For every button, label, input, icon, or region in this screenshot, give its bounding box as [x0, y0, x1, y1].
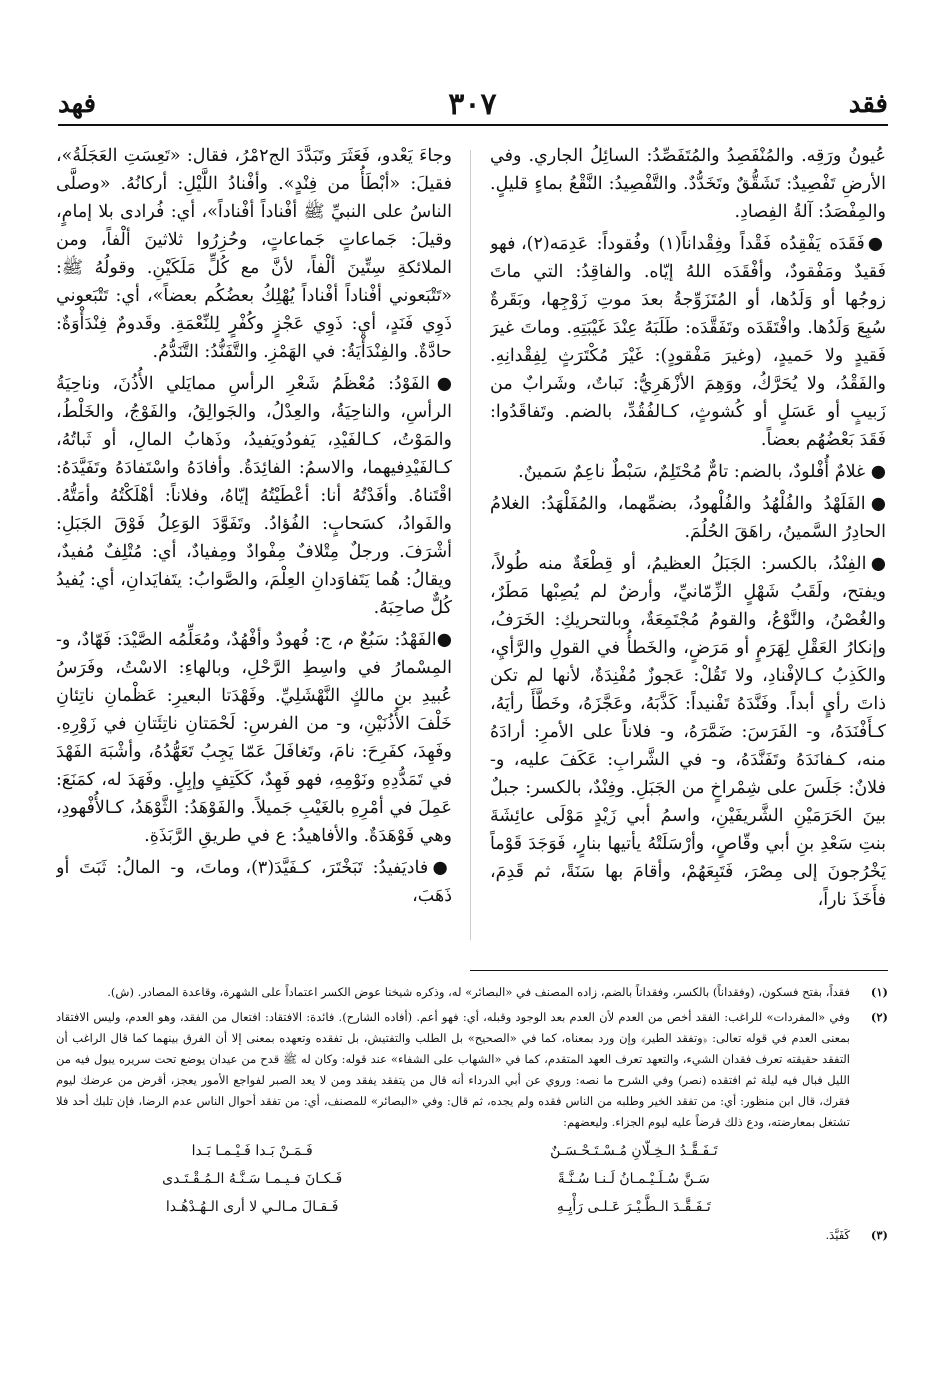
footnote-text: وفي «المفردات» للراغب: الفقد أخص من العدم لأن العدم بعد الوجود وقبله، أي: فهو أعم. (أفاده الشارح). فائدة: الافتقاد: افتعال من الفقد، وهو العدم، وليس الافتقاد بمعنى العدم في قوله تعالى: ﴿وتفقد الطير﴾ وإن ورد بمعناه، كما في «الصحيح» بل الطلب والتفتيش، بل تفقده وتعهده بمعنى إلا أن الفرق بينهما كما قال الراغب أن التفقد حقيقته تعرف فقدان الشيء، والتعهد تعرف العهد المتقدم، كما في «الشهاب على الشفاء» عند قوله: وكان له ﷺ قدح من عيدان يوضع تحت سريره يبول فيه من الليل فبال فيه ليلة ثم افتقده (نصر) وفي الشرح ما نصه: وروي عن أبي الدرداء أنه قال من يتفقد يفقد ومن لا يعد الصبر لفواجع الأمور يعجز، أقرض من عرضك ليوم فقرك، قال ابن منظور: أي: من تفقد الخير وطلبه من الناس فقده ولم يجده، ثم قال: وفي «البصائر» للمصنف، أي: من تفقد أحوال الناس عدم الرضا، فإن تلبك أحد فلا تشتغل بمعارضته، ودع ذلك قرضاً عليه ليوم الجزاء. وليعضهم: — [56, 1010, 850, 1129]
entry-falhad: ●الفَلَهْدُ والفُلْهُدُ والفُلْهودُ، بضمِّهما، والمُفَلْهَدُ: الغلامُ الحادِرُ السَّمينُ، راهَقَ الحُلُمَ. — [490, 494, 886, 542]
verse-second-half: فَـمَـنْ بَـدا فَـيْـمـا بَـدا — [191, 1143, 313, 1159]
verse-line — [96, 1193, 790, 1221]
page-number: ٣٠٧ — [448, 86, 497, 122]
running-head-left: فهد — [58, 89, 97, 119]
footnote-number: (٣) — [870, 1228, 888, 1242]
entry-fayd: ●فاديَفيدُ: تَبَخْتَرَ، كـفَيَّدَ(٣)، وماتَ، و- المالُ: ثَبَتَ أو ذَهَبَ، — [56, 858, 452, 906]
verse-first-half: تَـفَـقَّـدُ الـخِـلّانِ مُـسْـتَـحْـسَـنٌ — [550, 1143, 718, 1159]
right-column — [490, 142, 886, 954]
verse-line — [96, 1137, 790, 1165]
entry-aflud: ● غلامٌ أُفْلودٌ، بالضم: تامٌّ مُحْتَلِمٌ، سَبْطٌ ناعِمٌ سَمينٌ. — [518, 462, 886, 482]
verse-first-half: سَـنَّ سُـلَـيْـمـانُ لَـنـا سُـنَّـةً — [557, 1171, 710, 1187]
footnote-text: فقداً، بفتح فسكون، (وفقداناً) بالكسر، وفقداناً بالضم، زاده المصنف في «البصائر» له، وذكره شيخنا عوض الكسر اعتماداً على الشهرة، وقاعدة المصادر. (ش). — [107, 985, 850, 999]
column-divider — [470, 150, 471, 940]
page-header — [58, 84, 888, 126]
running-head-right: فقد — [848, 89, 888, 119]
footnotes — [56, 982, 888, 1246]
verse-second-half: فَـقـالَ مـالـي لا أرى الـهُـدْهُـدا — [165, 1199, 339, 1215]
footnote-2 — [56, 1007, 888, 1221]
entry-find-continued: وجاءَ يَعْدو، فَعَثَرَ وتَبَدَّدَ الج٢مْرُ، فقال: «تَعِسَتِ العَجَلَةُ»، فقيلَ: «أبْطَأُ من فِنْدٍ». وأفْنادُ اللَّيْلِ: أركانُهُ. «وصلَّى الناسُ على النبيِّ ﷺ أفْناداً أفْناداً»، أي: فُرادى بلا إمامٍ، وقيلَ: جَماعاتٍ جَماعاتٍ، وحُزِرُوا ثلاثينَ ألْفاً، ومن الملائكةِ سِتِّينَ ألْفاً، لأنَّ مع كُلٍّ مَلَكَيْنِ. وقولُهُ ﷺ: «تَتْبَعوني أفْناداً أفْناداً يُهْلِكُ بعضُكُم بعضاً»، أي: تَتْبَعوني ذَوِي فَنَدٍ، أي: ذَوِي عَجْزٍ وكُفْرٍ لِلنِّعْمَةِ. وقَدومٌ فِنْدَأْوَةٌ: حادَّةٌ. والفِنْدَأْيَةُ: في الهَمْزِ. والتَّفَنُّدُ: التَّنَدُّمُ. — [56, 146, 452, 362]
footnote-1 — [56, 982, 888, 1003]
entry-find: ●الفِنْدُ، بالكسر: الجَبَلُ العظيمُ، أو قِطْعَةٌ منه طُولاً، ويفتح، ولَقَبُ شَهْلٍ الزِّمّانيِّ، وأرضٌ لم يُصِبْها مَطَرٌ، والغُصْنُ، والنَّوْعُ، والقومُ مُجْتَمِعَةٌ، وبالتحريكِ: الخَرَفُ، وإنكارُ العَقْلِ لِهَرَمٍ أو مَرَضٍ، والخَطأُ في القولِ والرَّأيِ، والكَذِبُ كـالإفْنادِ، ولا تَقُلْ: عَجوزٌ مُفْنِدَةٌ، لأنها لم تكن ذاتَ رأيٍ أبداً. وفَنَّدَهُ تَفْنيداً: كَذَّبَهُ، وعَجَّزَهُ، وخَطَّأَ رأيَهُ، كـأَفْنَدَهُ، و- الفَرَسَ: ضَمَّرَهُ، و- فلاناً على الأمرِ: أرادَهُ منه، كـفانَدَهُ وتَفَنَّدَهُ، و- في الشَّرابِ: عَكَفَ عليه، و- فلانٌ: جَلَسَ على شِمْراخٍ من الجَبَلِ. وفِنْدٌ، بالكسر: جبلٌ بينَ الحَرَمَيْنِ الشَّريفَيْنِ، واسمُ أبي زَيْدٍ مَوْلَى عائِشَةَ بنتِ سَعْدِ بنِ أبي وقّاصٍ، وأرْسَلَتْهُ يأتيها بنارٍ، فَوَجَدَ قَوْماً يَخْرُجونَ إلى مِصْرَ، فَتَبِعَهُمْ، وأقامَ بها سَنَةً، ثم قَدِمَ، فأَخَذَ ناراً، — [490, 554, 886, 910]
left-column — [56, 142, 452, 954]
verse-first-half: تَـفَـقَّـدَ الـطَّـيْـرَ عَـلـى رَأْيِـهِ — [556, 1199, 711, 1215]
entry-fahd: ●الفَهْدُ: سَبُعٌ م، ج: فُهودٌ وأفْهُدٌ، ومُعَلِّمُه الصَّيْدَ: فَهّادٌ، و- المِسْمارُ في واسِطِ الرَّحْلِ، وبالهاءِ: الاسْتُ، وفَرَسُ عُبيدِ بنِ مالكٍ النَّهْشَلِيِّ. وفَهْدَتا البعيرِ: عَظْمانِ ناتِئانِ خَلْفَ الأُذُنَيْنِ، و- من الفرسِ: لَحْمَتانِ ناتِئَتانِ في زَوْرِهِ. وفَهِدَ، كفَرِحَ: نامَ، وتَغافَلَ عَمّا يَجِبُ تَعَهُّدُهُ، وأشْبَهَ الفَهْدَ في تَمَدُّدِهِ ونَوْمِهِ، فهو فَهِدٌ، كَكَتِفٍ وإبِلٍ. وفَهَدَ له، كمَنَعَ: عَمِلَ في أمْرِهِ بالغَيْبِ جَميلاً. والفَوْهَدُ: الثَّوْهَدُ، كـالأُفْهودِ، وهي فَوْهَدَةٌ. والأفاهيدُ: ع في طريقِ الرَّبَذَةِ. — [56, 630, 452, 846]
entry-fawd: ●الفَوْدُ: مُعْظَمُ شَعْرِ الرأسِ ممايَلي الأُذُنَ، وناحِيَةُ الرأسِ، والناحِيَةُ، والعِدْلُ، والجَوالِقُ، والفَوْجُ، والخَلْطُ، والمَوْتُ، كـالفَيْدِ، يَفودُويَفيدُ، وذَهابُ المالِ، أو ثَباتُهُ، كـالفَيْدِفيهما، والاسمُ: الفائِدَةُ. وأفادَهُ واسْتَفادَهُ وتَفَيَّدَهُ: اقْتَناهُ. وأفَدْتُهُ أنا: أعْطَيْتُهُ إيّاهُ، وفلاناً: أهْلَكْتُهُ وأمَتُّهُ. والفَوادُ، كسَحابٍ: الفُؤادُ. وتَفَوَّدَ الوَعِلُ فَوْقَ الجَبَلِ: أشْرَفَ. ورجلٌ مِتْلافٌ مِفْوادٌ ومِفيادٌ، أي: مُتْلِفٌ مُفيدٌ، ويقالُ: هُما يَتَفاوَدانِ العِلْمَ، والصَّوابُ: يتَفايَدانِ، أي: يُفيدُ كُلٌّ صاحِبَهُ. — [56, 374, 452, 618]
footnote-3 — [56, 1225, 888, 1246]
poem-verses — [96, 1137, 790, 1221]
verse-line — [96, 1165, 790, 1193]
verse-second-half: فَـكـانَ فـيـمـا سَـنَّـهُ الـمُـقْـتَـدى — [162, 1171, 343, 1187]
footnote-number: (١) — [870, 985, 888, 999]
footnote-text: كَفَيَّدَ. — [825, 1228, 850, 1242]
entry-fasd-continued: عُيونُ ورَقِه. والمُنْفَصِدُ والمُتَفَصِّدُ: السائِلُ الجاري. وفي الأرضِ تَفْصِيدٌ: تَشَقُّقٌ وتَخَدُّدٌ. والتَّفْصِيدُ: النَّقْعُ بماءٍ قليلٍ. والمِفْصَدُ: آلةُ الفِصادِ. — [490, 146, 886, 222]
entry-faqd: ●فَقَدَه يَفْقِدُه فَقْداً وفِقْداناً(١) وفُقوداً: عَدِمَه(٢)، فهو فَقيدٌ ومَفْقودٌ، وأفْقَدَه اللهُ إيّاه. والفاقِدُ: التي ماتَ زوجُها أو وَلَدُها، أو المُتَزَوِّجةُ بعدَ موتِ زَوْجِها، وبَقَرةٌ سُبِعَ وَلَدُها. وافْتَقَدَه وتَفَقَّدَه: طَلَبَهُ عِنْدَ غَيْبَتِهِ. وماتَ غيرَ فَقيدٍ ولا حَميدٍ، (وغيرَ مَفْقودٍ): غَيْرَ مُكْتَرَثٍ لِفِقْدانِهِ. والفَقْدُ، ولا يُحَرَّكُ، ووَهِمَ الأزْهَرِيُّ: نَباتٌ، وشَرابٌ من زَبيبٍ أو عَسَلٍ أو كُشوثٍ، كـالفُقُدِّ، بالضم. وتَفاقَدُوا: فَقَدَ بَعْضُهُم بعضاً. — [490, 234, 886, 450]
footnote-rule — [470, 970, 888, 971]
footnote-number: (٢) — [870, 1010, 888, 1024]
